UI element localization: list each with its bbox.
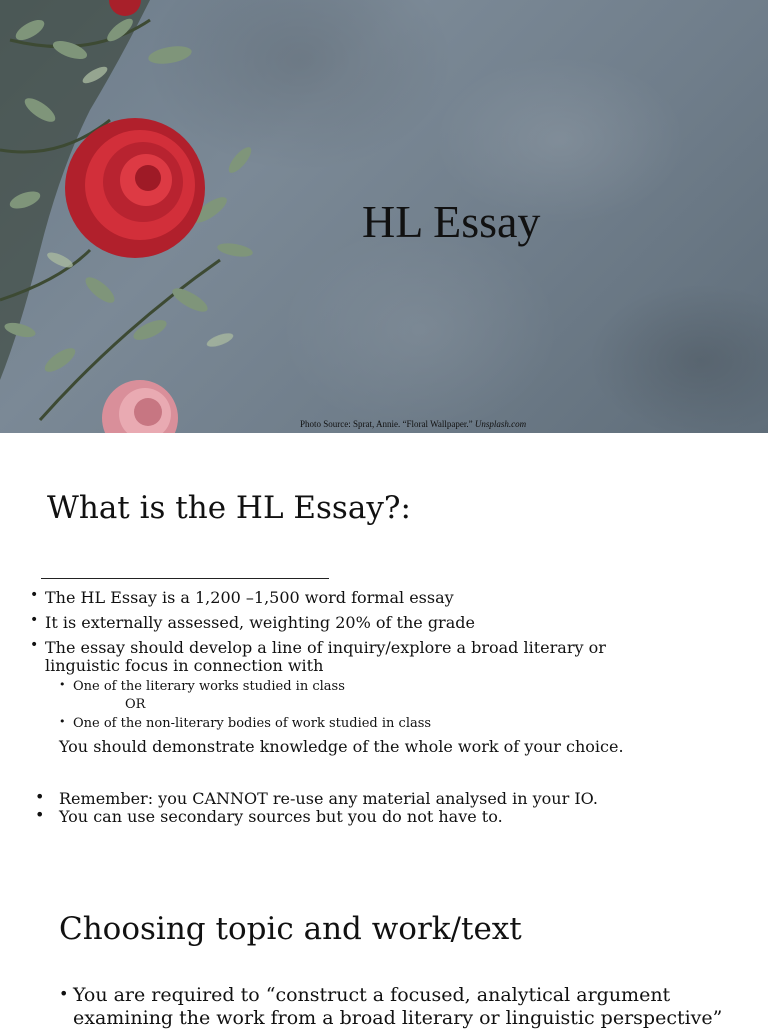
- bullet-item: Remember: you CANNOT re-use any material analysed in your IO.: [59, 789, 598, 808]
- bullet-item: You can use secondary sources but you do not have to.: [59, 807, 503, 826]
- bullet-item-continuation: examining the work from a broad literary or linguistic perspective”: [73, 1007, 723, 1029]
- bullet-item: The essay should develop a line of inquiry/explore a broad literary or: [45, 638, 606, 657]
- photo-credit-text: Photo Source: Sprat, Annie. “Floral Wallpaper.”: [300, 419, 475, 429]
- bullet-dot: •: [59, 984, 69, 1003]
- bullet-dot: •: [35, 805, 45, 824]
- section-title: Choosing topic and work/text: [59, 911, 522, 947]
- photo-credit: [300, 419, 526, 430]
- bullet-dot: •: [30, 587, 39, 603]
- sub-bullet-item: One of the non-literary bodies of work studied in class: [73, 716, 432, 731]
- section-title: What is the HL Essay?:: [47, 490, 411, 526]
- bullet-dot: •: [35, 787, 45, 806]
- bullet-dot: •: [30, 637, 39, 653]
- slide-title: HL Essay: [362, 196, 541, 247]
- bullet-item: It is externally assessed, weighting 20% of the grade: [45, 613, 475, 632]
- floral-photo-decoration: [0, 0, 300, 433]
- photo-credit-site: Unsplash.com: [474, 419, 527, 429]
- bullet-item-continuation: linguistic focus in connection with: [45, 656, 324, 675]
- bullet-dot: •: [30, 612, 39, 628]
- sub-bullet-dot: •: [59, 678, 66, 691]
- sub-bullet-dot: •: [59, 715, 66, 728]
- or-label: OR: [125, 697, 146, 712]
- sub-bullet-item: One of the literary works studied in class: [73, 679, 345, 694]
- title-divider: [41, 578, 329, 579]
- note-text: You should demonstrate knowledge of the whole work of your choice.: [59, 737, 624, 756]
- title-slide: [0, 0, 768, 433]
- bullet-item: The HL Essay is a 1,200 –1,500 word formal essay: [45, 588, 454, 607]
- bullet-item: You are required to “construct a focused, analytical argument: [73, 984, 671, 1006]
